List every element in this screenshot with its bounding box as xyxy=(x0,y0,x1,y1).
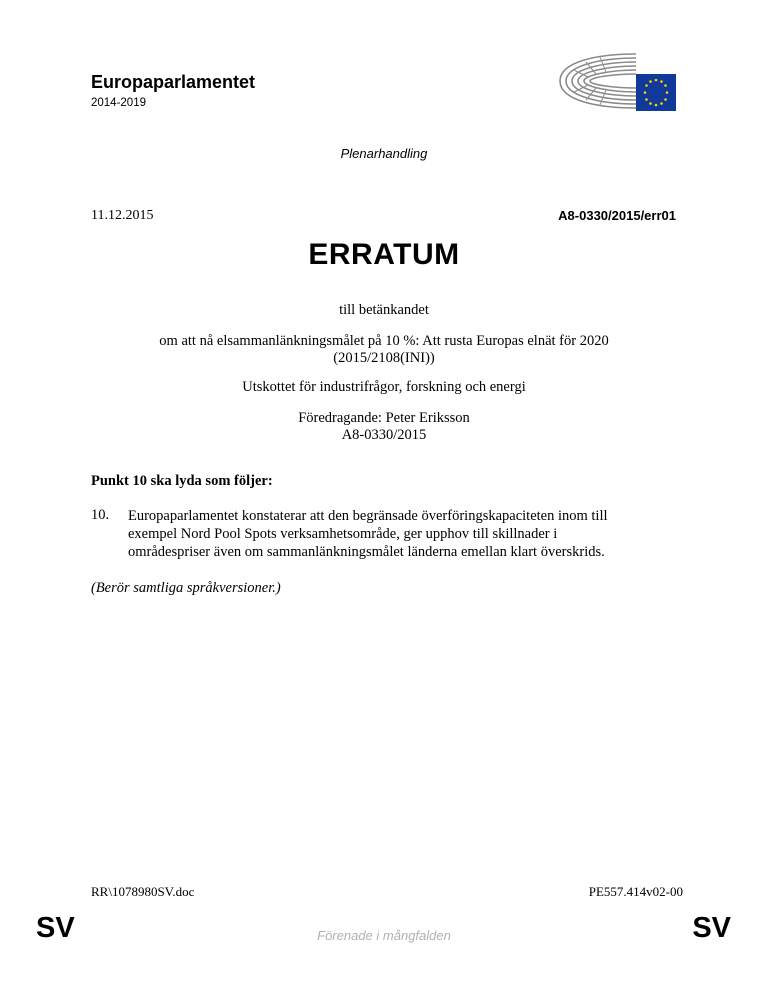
language-code-left: SV xyxy=(36,912,75,944)
file-name: RR\1078980SV.doc xyxy=(91,884,195,899)
document-type: Plenarhandling xyxy=(340,146,428,161)
amendment-heading: Punkt 10 ska lyda som följer: xyxy=(91,473,273,489)
erratum-heading: ERRATUM xyxy=(308,238,460,271)
report-intro: till betänkandet xyxy=(339,302,429,318)
language-code-right: SV xyxy=(692,912,731,944)
paragraph-line-3: områdespriser även om sammanlänkningsmålet länderna emellan klart överskrids. xyxy=(128,544,605,560)
hemicycle-flag-icon xyxy=(556,48,678,114)
eu-motto: Förenade i mångfalden xyxy=(317,928,451,943)
paragraph-number: 10. xyxy=(91,507,110,523)
document-date: 11.12.2015 xyxy=(91,208,154,223)
parliamentary-term: 2014-2019 xyxy=(91,97,146,109)
report-reference: A8-0330/2015 xyxy=(341,427,427,443)
committee-name: Utskottet för industrifrågor, forskning och energi xyxy=(242,379,526,395)
european-parliament-logo xyxy=(556,48,678,114)
document-reference: A8-0330/2015/err01 xyxy=(558,208,676,223)
paragraph-line-2: exempel Nord Pool Spots verksamhetsområde, ger upphov till skillnader i xyxy=(128,526,558,542)
language-versions-note: (Berör samtliga språkversioner.) xyxy=(91,580,281,596)
pe-number: PE557.414v02-00 xyxy=(588,884,683,899)
institution-name: Europaparlamentet xyxy=(91,72,256,92)
rapporteur: Föredragande: Peter Eriksson xyxy=(298,410,470,426)
report-title-line-1: om att nå elsammanlänkningsmålet på 10 %: Att rusta Europas elnät för 2020 xyxy=(159,333,609,349)
report-title-line-2: (2015/2108(INI)) xyxy=(333,350,435,366)
paragraph-line-1: Europaparlamentet konstaterar att den begränsade överföringskapaciteten inom till xyxy=(128,508,608,524)
paragraph-text xyxy=(128,507,688,561)
